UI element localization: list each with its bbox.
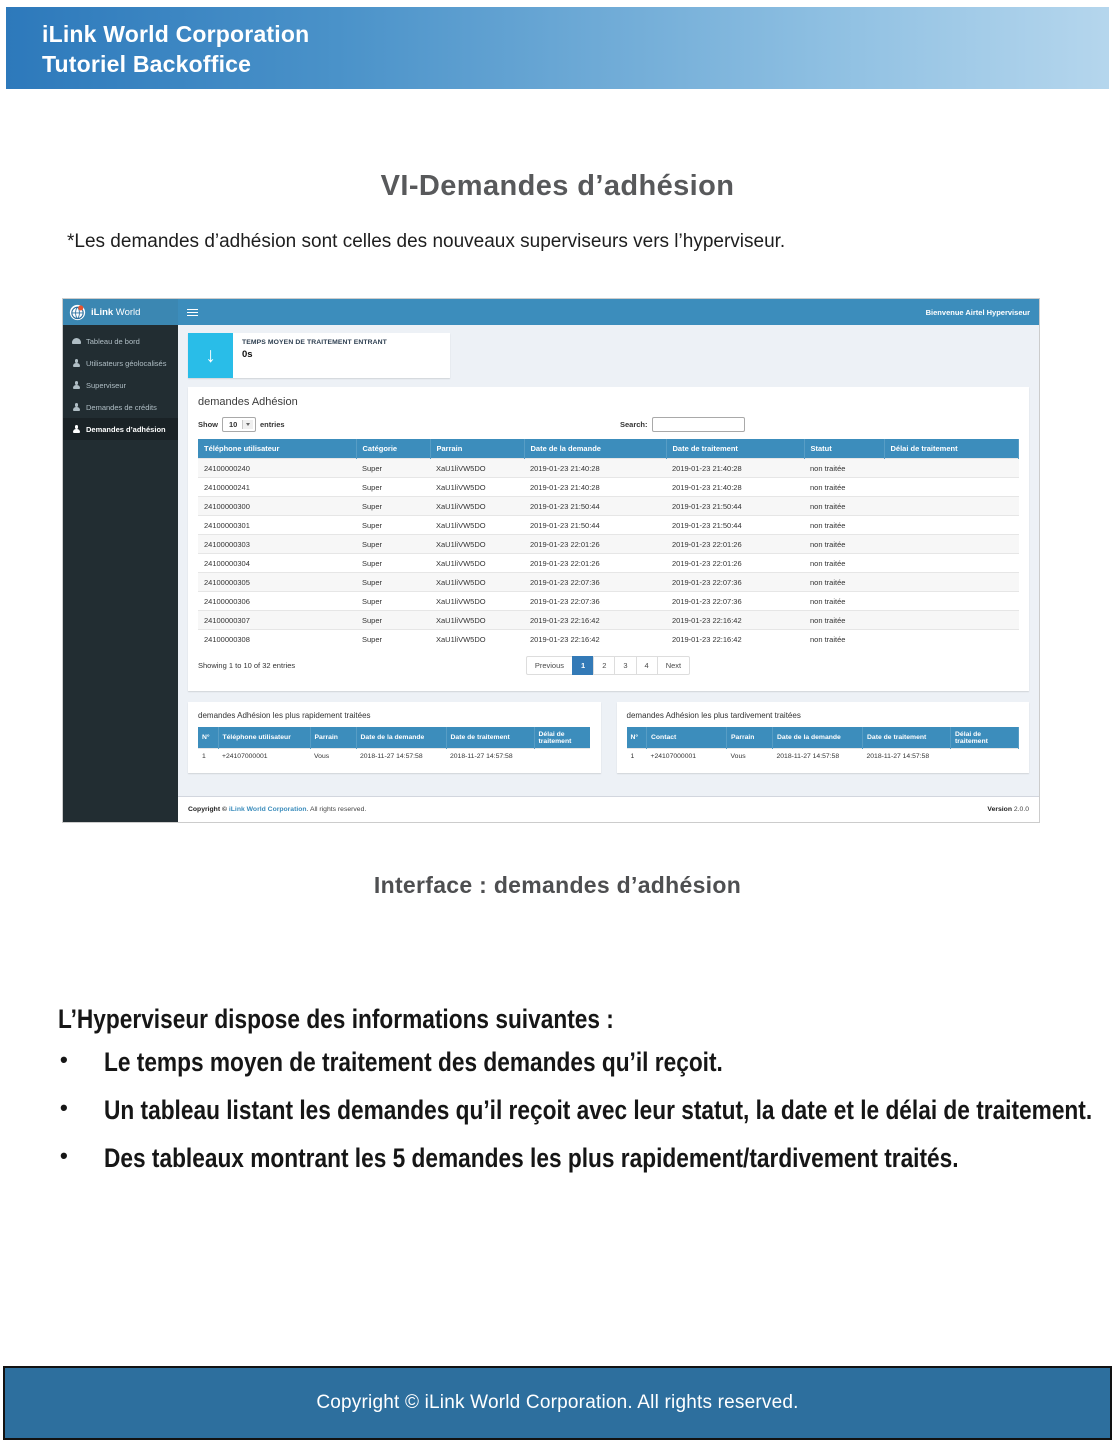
table-cell: 2019-01-23 22:01:26 [524,554,666,573]
sidebar-item-tableau-de-bord[interactable] [63,330,178,352]
table-cell: 24100000305 [198,573,356,592]
table-cell [951,749,1019,765]
users-icon [72,425,81,433]
table-cell: Vous [310,749,356,765]
stat-label: TEMPS MOYEN DE TRAITEMENT ENTRANT [242,339,387,346]
table-cell: XaU1liVW5DO [430,592,524,611]
table-cell: 2019-01-23 21:40:28 [524,478,666,497]
table-cell: Super [356,516,430,535]
table-row [198,459,1019,478]
pagination-page-4[interactable]: 4 [636,656,658,675]
pagination [198,656,1019,675]
sidebar-item-label: Demandes de crédits [86,402,157,412]
fastest-panel-heading: demandes Adhésion les plus rapidement traitées [198,711,371,720]
table-cell: XaU1liVW5DO [430,535,524,554]
table-cell: 2019-01-23 22:01:26 [666,535,804,554]
table-cell: 2018-11-27 14:57:58 [446,749,534,765]
table-cell: 2018-11-27 14:57:58 [863,749,951,765]
column-header[interactable]: Parrain [310,727,356,749]
table-cell: 24100000308 [198,630,356,649]
pagination-page-3[interactable]: 3 [614,656,636,675]
table-cell [884,573,1019,592]
brand-bar[interactable] [63,299,178,325]
entries-label: entries [260,420,285,429]
table-cell: 2019-01-23 22:16:42 [666,611,804,630]
page-footer-bar [3,1366,1112,1440]
table-cell: non traitée [804,554,884,573]
table-cell [884,459,1019,478]
slowest-panel [617,702,1030,773]
column-header[interactable]: Parrain [430,439,524,459]
table-cell [884,611,1019,630]
table-row [198,478,1019,497]
table-row [198,497,1019,516]
column-header[interactable]: Date de la demande [356,727,446,749]
table-cell: 24100000307 [198,611,356,630]
table-cell: 2019-01-23 21:40:28 [666,459,804,478]
search-label: Search: [620,420,648,429]
main-area [178,299,1039,822]
stat-value: 0s [242,349,253,360]
table-cell: 24100000301 [198,516,356,535]
dashboard-icon [72,337,81,345]
table-cell: 2018-11-27 14:57:58 [356,749,446,765]
column-header[interactable]: Délai de traitement [951,727,1019,749]
table-cell: non traitée [804,611,884,630]
table-cell: 2019-01-23 22:16:42 [524,630,666,649]
table-cell: XaU1liVW5DO [430,554,524,573]
table-cell: Super [356,535,430,554]
table-cell: Super [356,573,430,592]
table-cell: non traitée [804,535,884,554]
column-header[interactable]: N° [627,727,647,749]
users-icon [72,381,81,389]
table-row [627,749,1019,765]
table-cell: non traitée [804,573,884,592]
table-cell: non traitée [804,478,884,497]
table-cell: Super [356,478,430,497]
table-cell: XaU1liVW5DO [430,497,524,516]
globe-logo-icon [69,304,86,321]
show-label: Show [198,420,218,429]
adhesion-panel [188,387,1029,691]
table-row [198,573,1019,592]
slowest-table [627,727,1020,764]
table-cell: 2019-01-23 22:16:42 [666,630,804,649]
sidebar-item-demandes-d-adh-sion[interactable] [63,418,178,440]
users-icon [72,403,81,411]
table-cell: XaU1liVW5DO [430,573,524,592]
sidebar-item-label: Demandes d’adhésion [86,424,166,434]
screenshot-footer: Copyright © iLink World Corporation. All rights reserved. Version 2.0.0 [178,796,1039,822]
pagination-next[interactable]: Next [657,656,690,675]
pagination-page-2[interactable]: 2 [593,656,615,675]
table-cell [534,749,590,765]
adhesion-table [198,439,1019,648]
screenshot-caption: Interface : demandes d’adhésion [373,872,742,898]
table-cell: XaU1liVW5DO [430,516,524,535]
table-cell: 2019-01-23 22:16:42 [524,611,666,630]
table-cell: 1 [627,749,647,765]
chevron-down-icon [242,420,253,429]
table-cell: 2019-01-23 21:50:44 [524,516,666,535]
table-row [198,592,1019,611]
column-header[interactable]: Date de la demande [524,439,666,459]
column-header[interactable]: Téléphone utilisateur [218,727,310,749]
table-cell: XaU1liVW5DO [430,630,524,649]
table-cell: 2019-01-23 22:07:36 [666,573,804,592]
table-cell: non traitée [804,497,884,516]
table-cell: 24100000304 [198,554,356,573]
column-header[interactable]: Date de traitement [863,727,951,749]
table-cell: 2019-01-23 22:01:26 [666,554,804,573]
table-cell [884,516,1019,535]
sidebar-item-superviseur[interactable] [63,374,178,396]
stat-card [188,333,450,378]
table-cell [884,592,1019,611]
panel-heading: demandes Adhésion [198,396,298,408]
table-cell: Super [356,592,430,611]
table-cell: non traitée [804,459,884,478]
pagination-previous[interactable]: Previous [526,656,573,675]
table-cell: XaU1liVW5DO [430,611,524,630]
sidebar-item-label: Utilisateurs géolocalisés [86,358,167,368]
table-cell: 2019-01-23 22:07:36 [524,573,666,592]
info-bullet: • Un tableau listant les demandes qu’il reçoit avec leur statut, la date et le délai de traitement. [60,1095,1093,1125]
table-cell: 24100000241 [198,478,356,497]
table-cell: 2018-11-27 14:57:58 [773,749,863,765]
info-block [58,1004,1093,1191]
column-header[interactable]: Téléphone utilisateur [198,439,356,459]
table-cell: non traitée [804,516,884,535]
table-cell: XaU1liVW5DO [430,478,524,497]
column-header[interactable]: Date de la demande [773,727,863,749]
table-row [198,611,1019,630]
page-size-select[interactable]: 10 [222,417,256,432]
column-header[interactable]: N° [198,727,218,749]
sidebar-item-label: Superviseur [86,380,127,390]
column-header[interactable]: Date de traitement [446,727,534,749]
table-cell [884,630,1019,649]
table-cell: Vous [727,749,773,765]
table-cell: 2019-01-23 21:40:28 [524,459,666,478]
down-arrow-icon: ↓ [188,333,233,378]
intro-note: *Les demandes d’adhésion sont celles des nouveaux superviseurs vers l’hyperviseur. [67,231,786,252]
sidebar-item-label: Tableau de bord [86,336,140,346]
sidebar [63,299,178,822]
column-header[interactable]: Délai de traitement [534,727,590,749]
table-cell: non traitée [804,592,884,611]
fastest-table [198,727,591,764]
table-cell: 2019-01-23 22:07:36 [666,592,804,611]
table-row [198,535,1019,554]
fastest-panel [188,702,601,773]
table-cell: 24100000300 [198,497,356,516]
header-band [6,7,1109,89]
page-footer-text: Copyright © iLink World Corporation. All rights reserved. [316,1392,799,1413]
sidebar-item-demandes-de-cr-dits[interactable] [63,396,178,418]
table-cell: 2019-01-23 21:50:44 [524,497,666,516]
table-cell: Super [356,497,430,516]
table-row [198,749,590,765]
table-row [198,630,1019,649]
pagination-page-1[interactable]: 1 [572,656,594,675]
table-cell: 2019-01-23 22:07:36 [524,592,666,611]
info-bullet: • Le temps moyen de traitement des demandes qu’il reçoit. [60,1047,723,1077]
table-row [198,516,1019,535]
header-company: iLink World Corporation [42,21,310,47]
table-cell: 2019-01-23 21:40:28 [666,478,804,497]
table-row [198,554,1019,573]
header-subtitle: Tutoriel Backoffice [42,51,252,77]
backoffice-screenshot [62,298,1040,823]
column-header[interactable]: Statut [804,439,884,459]
column-header[interactable]: Catégorie [356,439,430,459]
table-controls [198,417,1019,437]
table-cell: Super [356,630,430,649]
table-cell: 2019-01-23 21:50:44 [666,497,804,516]
hamburger-icon[interactable] [187,308,198,317]
welcome-text: Bienvenue Airtel Hyperviseur [925,307,1030,317]
column-header[interactable]: Parrain [727,727,773,749]
table-cell: +24107000001 [647,749,727,765]
column-header[interactable]: Contact [647,727,727,749]
page-title: VI-Demandes d’adhésion [380,170,735,202]
topbar [178,299,1039,325]
table-cell: 24100000240 [198,459,356,478]
table-cell: non traitée [804,630,884,649]
table-cell: 24100000303 [198,535,356,554]
sidebar-menu [63,325,178,440]
brand-name: iLink World [91,306,141,318]
table-cell: Super [356,611,430,630]
users-icon [72,359,81,367]
column-header[interactable]: Délai de traitement [884,439,1019,459]
footer-brand-link[interactable]: iLink World Corporation [228,806,307,813]
table-cell [884,554,1019,573]
showing-entries-text: Showing 1 to 10 of 32 entries [198,661,296,670]
search-input[interactable] [652,417,745,432]
table-cell: 1 [198,749,218,765]
info-bullets [58,1047,1093,1174]
slowest-panel-heading: demandes Adhésion les plus tardivement traitées [626,711,801,720]
content-area [178,325,1039,796]
table-cell [884,478,1019,497]
table-cell: +24107000001 [218,749,310,765]
info-bullet: • Des tableaux montrant les 5 demandes les plus rapidement/tardivement traités. [60,1143,959,1173]
table-cell: 24100000306 [198,592,356,611]
info-heading: L’Hyperviseur dispose des informations suivantes : [58,1004,614,1034]
table-cell: XaU1liVW5DO [430,459,524,478]
table-cell: 2019-01-23 22:01:26 [524,535,666,554]
table-cell [884,535,1019,554]
table-cell: 2019-01-23 21:50:44 [666,516,804,535]
sidebar-item-utilisateurs-g-olocalis-s[interactable] [63,352,178,374]
table-cell: Super [356,459,430,478]
column-header[interactable]: Date de traitement [666,439,804,459]
version-text: Version 2.0.0 [987,806,1029,813]
table-cell [884,497,1019,516]
table-cell: Super [356,554,430,573]
